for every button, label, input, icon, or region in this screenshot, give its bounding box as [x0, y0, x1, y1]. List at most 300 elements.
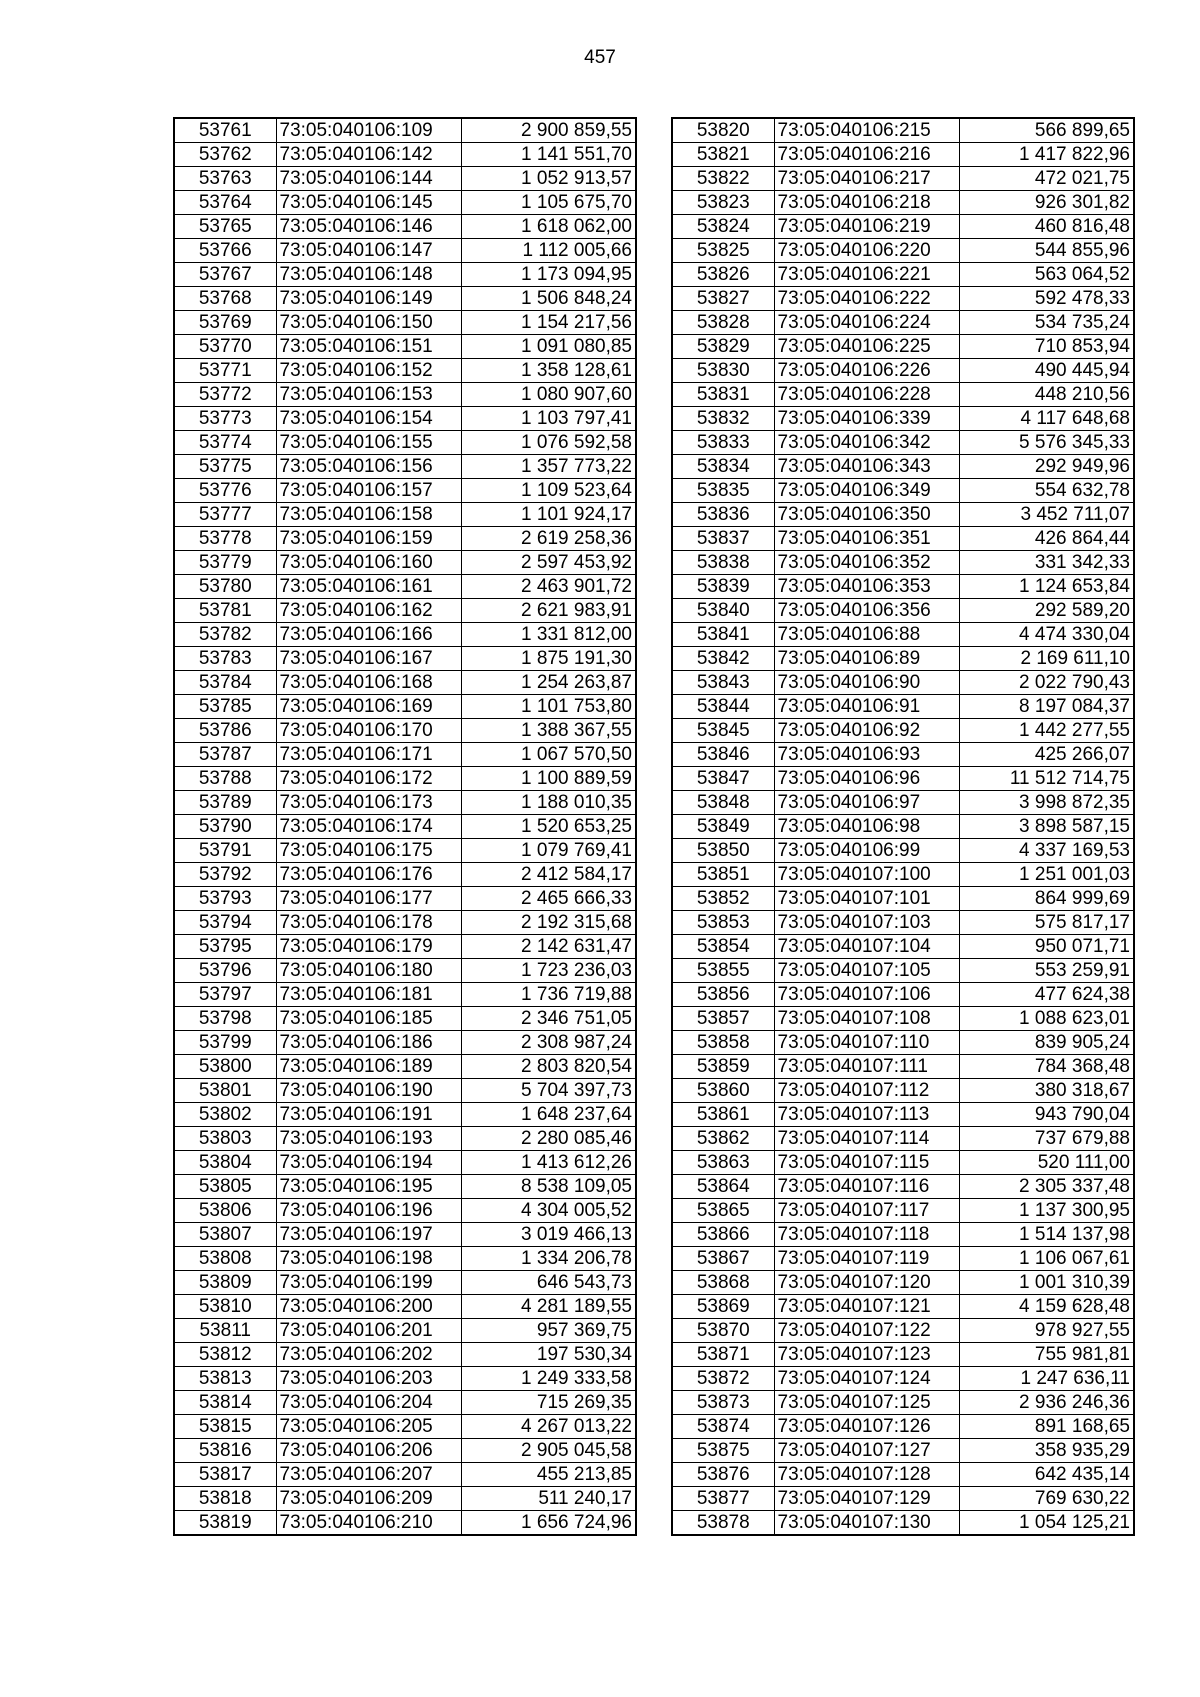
cadastral-value-cell: 448 210,56 [959, 383, 1134, 407]
table-row [174, 815, 636, 839]
record-number-cell: 53872 [672, 1367, 774, 1391]
cadastral-value-cell: 1 254 263,87 [461, 671, 636, 695]
cadastral-value-cell: 1 358 128,61 [461, 359, 636, 383]
cadastral-value-cell: 1 141 551,70 [461, 143, 636, 167]
table-row [672, 1175, 1134, 1199]
cadastral-value-cell: 1 173 094,95 [461, 263, 636, 287]
cadastral-value-cell: 3 898 587,15 [959, 815, 1134, 839]
cadastral-number-cell: 73:05:040106:144 [276, 167, 461, 191]
record-number-cell: 53810 [174, 1295, 276, 1319]
table-row [174, 959, 636, 983]
record-number-cell: 53766 [174, 239, 276, 263]
table-row [672, 1439, 1134, 1463]
table-row [174, 1055, 636, 1079]
table-row [174, 383, 636, 407]
cadastral-value-cell: 1 106 067,61 [959, 1247, 1134, 1271]
cadastral-value-cell: 957 369,75 [461, 1319, 636, 1343]
record-number-cell: 53868 [672, 1271, 774, 1295]
cadastral-number-cell: 73:05:040106:152 [276, 359, 461, 383]
cadastral-number-cell: 73:05:040106:153 [276, 383, 461, 407]
cadastral-value-cell: 1 520 653,25 [461, 815, 636, 839]
cadastral-value-cell: 1 088 623,01 [959, 1007, 1134, 1031]
cadastral-number-cell: 73:05:040107:128 [774, 1463, 959, 1487]
table-row [174, 1199, 636, 1223]
cadastral-number-cell: 73:05:040106:173 [276, 791, 461, 815]
record-number-cell: 53851 [672, 863, 774, 887]
cadastral-number-cell: 73:05:040106:158 [276, 503, 461, 527]
record-number-cell: 53786 [174, 719, 276, 743]
table-row [174, 551, 636, 575]
table-row [174, 599, 636, 623]
cadastral-number-cell: 73:05:040107:112 [774, 1079, 959, 1103]
cadastral-value-cell: 755 981,81 [959, 1343, 1134, 1367]
table-row [174, 647, 636, 671]
cadastral-value-cell: 575 817,17 [959, 911, 1134, 935]
table-row [174, 983, 636, 1007]
record-number-cell: 53783 [174, 647, 276, 671]
cadastral-value-cell: 2 905 045,58 [461, 1439, 636, 1463]
cadastral-number-cell: 73:05:040106:179 [276, 935, 461, 959]
cadastral-value-cell: 477 624,38 [959, 983, 1134, 1007]
record-number-cell: 53859 [672, 1055, 774, 1079]
record-number-cell: 53875 [672, 1439, 774, 1463]
cadastral-value-cell: 2 597 453,92 [461, 551, 636, 575]
cadastral-number-cell: 73:05:040106:186 [276, 1031, 461, 1055]
record-number-cell: 53805 [174, 1175, 276, 1199]
cadastral-value-cell: 4 117 648,68 [959, 407, 1134, 431]
record-number-cell: 53819 [174, 1511, 276, 1536]
table-row [174, 1127, 636, 1151]
cadastral-number-cell: 73:05:040106:89 [774, 647, 959, 671]
cadastral-value-cell: 2 803 820,54 [461, 1055, 636, 1079]
cadastral-number-cell: 73:05:040107:110 [774, 1031, 959, 1055]
cadastral-value-cell: 2 465 666,33 [461, 887, 636, 911]
record-number-cell: 53857 [672, 1007, 774, 1031]
table-row [174, 1271, 636, 1295]
table-row [672, 1199, 1134, 1223]
table-row [672, 479, 1134, 503]
cadastral-number-cell: 73:05:040106:161 [276, 575, 461, 599]
record-number-cell: 53777 [174, 503, 276, 527]
record-number-cell: 53780 [174, 575, 276, 599]
cadastral-number-cell: 73:05:040106:217 [774, 167, 959, 191]
cadastral-value-cell: 4 474 330,04 [959, 623, 1134, 647]
table-row [174, 1079, 636, 1103]
cadastral-number-cell: 73:05:040106:226 [774, 359, 959, 383]
record-number-cell: 53806 [174, 1199, 276, 1223]
cadastral-value-cell: 1 101 924,17 [461, 503, 636, 527]
cadastral-value-cell: 3 019 466,13 [461, 1223, 636, 1247]
cadastral-value-cell: 1 067 570,50 [461, 743, 636, 767]
table-row [672, 935, 1134, 959]
table-row [672, 983, 1134, 1007]
cadastral-number-cell: 73:05:040106:228 [774, 383, 959, 407]
cadastral-number-cell: 73:05:040106:352 [774, 551, 959, 575]
record-number-cell: 53779 [174, 551, 276, 575]
table-row [672, 1103, 1134, 1127]
cadastral-value-cell: 2 346 751,05 [461, 1007, 636, 1031]
record-number-cell: 53850 [672, 839, 774, 863]
cadastral-number-cell: 73:05:040106:157 [276, 479, 461, 503]
record-number-cell: 53828 [672, 311, 774, 335]
record-number-cell: 53769 [174, 311, 276, 335]
cadastral-value-cell: 1 736 719,88 [461, 983, 636, 1007]
record-number-cell: 53814 [174, 1391, 276, 1415]
cadastral-value-cell: 1 334 206,78 [461, 1247, 636, 1271]
cadastral-value-cell: 1 251 001,03 [959, 863, 1134, 887]
table-row [672, 1031, 1134, 1055]
table-row [174, 1175, 636, 1199]
record-number-cell: 53842 [672, 647, 774, 671]
cadastral-number-cell: 73:05:040106:185 [276, 1007, 461, 1031]
table-row [174, 1247, 636, 1271]
table-row [672, 359, 1134, 383]
record-number-cell: 53841 [672, 623, 774, 647]
cadastral-value-cell: 1 723 236,03 [461, 959, 636, 983]
cadastral-number-cell: 73:05:040106:148 [276, 263, 461, 287]
cadastral-value-cell: 1 054 125,21 [959, 1511, 1134, 1536]
table-row [174, 263, 636, 287]
cadastral-value-cell: 2 621 983,91 [461, 599, 636, 623]
table-row [672, 311, 1134, 335]
table-row [672, 1223, 1134, 1247]
table-row [672, 191, 1134, 215]
cadastral-value-cell: 1 103 797,41 [461, 407, 636, 431]
cadastral-number-cell: 73:05:040107:119 [774, 1247, 959, 1271]
cadastral-number-cell: 73:05:040106:204 [276, 1391, 461, 1415]
cadastral-value-cell: 11 512 714,75 [959, 767, 1134, 791]
cadastral-value-cell: 2 280 085,46 [461, 1127, 636, 1151]
record-number-cell: 53776 [174, 479, 276, 503]
cadastral-value-cell: 1 648 237,64 [461, 1103, 636, 1127]
record-number-cell: 53836 [672, 503, 774, 527]
cadastral-number-cell: 73:05:040106:339 [774, 407, 959, 431]
cadastral-value-cell: 292 589,20 [959, 599, 1134, 623]
record-number-cell: 53796 [174, 959, 276, 983]
cadastral-value-cell: 4 281 189,55 [461, 1295, 636, 1319]
cadastral-number-cell: 73:05:040106:190 [276, 1079, 461, 1103]
table-row [174, 671, 636, 695]
table-row [672, 1367, 1134, 1391]
cadastral-number-cell: 73:05:040107:106 [774, 983, 959, 1007]
record-number-cell: 53765 [174, 215, 276, 239]
cadastral-number-cell: 73:05:040107:129 [774, 1487, 959, 1511]
cadastral-value-cell: 455 213,85 [461, 1463, 636, 1487]
record-number-cell: 53845 [672, 719, 774, 743]
cadastral-number-cell: 73:05:040106:193 [276, 1127, 461, 1151]
cadastral-number-cell: 73:05:040106:207 [276, 1463, 461, 1487]
table-row [174, 527, 636, 551]
table-row [174, 575, 636, 599]
cadastral-value-cell: 1 417 822,96 [959, 143, 1134, 167]
cadastral-number-cell: 73:05:040106:168 [276, 671, 461, 695]
cadastral-value-cell: 1 080 907,60 [461, 383, 636, 407]
cadastral-number-cell: 73:05:040106:88 [774, 623, 959, 647]
record-number-cell: 53797 [174, 983, 276, 1007]
cadastral-value-cell: 2 936 246,36 [959, 1391, 1134, 1415]
cadastral-number-cell: 73:05:040106:196 [276, 1199, 461, 1223]
cadastral-number-cell: 73:05:040107:126 [774, 1415, 959, 1439]
record-number-cell: 53795 [174, 935, 276, 959]
cadastral-value-cell: 1 514 137,98 [959, 1223, 1134, 1247]
cadastral-value-cell: 2 463 901,72 [461, 575, 636, 599]
record-number-cell: 53858 [672, 1031, 774, 1055]
record-number-cell: 53818 [174, 1487, 276, 1511]
table-row [672, 215, 1134, 239]
record-number-cell: 53861 [672, 1103, 774, 1127]
cadastral-number-cell: 73:05:040106:181 [276, 983, 461, 1007]
cadastral-value-cell: 950 071,71 [959, 935, 1134, 959]
record-number-cell: 53874 [672, 1415, 774, 1439]
record-number-cell: 53855 [672, 959, 774, 983]
cadastral-number-cell: 73:05:040106:189 [276, 1055, 461, 1079]
cadastral-number-cell: 73:05:040106:172 [276, 767, 461, 791]
cadastral-number-cell: 73:05:040106:224 [774, 311, 959, 335]
cadastral-value-cell: 1 001 310,39 [959, 1271, 1134, 1295]
table-row [174, 215, 636, 239]
record-number-cell: 53849 [672, 815, 774, 839]
cadastral-value-cell: 1 413 612,26 [461, 1151, 636, 1175]
record-number-cell: 53794 [174, 911, 276, 935]
record-number-cell: 53773 [174, 407, 276, 431]
cadastral-value-cell: 1 188 010,35 [461, 791, 636, 815]
cadastral-value-cell: 331 342,33 [959, 551, 1134, 575]
table-row [174, 359, 636, 383]
table-row [672, 1007, 1134, 1031]
table-row [174, 767, 636, 791]
table-row [174, 695, 636, 719]
cadastral-value-cell: 566 899,65 [959, 118, 1134, 143]
table-row [672, 1415, 1134, 1439]
table-row [672, 1079, 1134, 1103]
record-number-cell: 53812 [174, 1343, 276, 1367]
cadastral-value-cell: 563 064,52 [959, 263, 1134, 287]
cadastral-number-cell: 73:05:040106:218 [774, 191, 959, 215]
table-row [672, 1487, 1134, 1511]
table-row [174, 839, 636, 863]
cadastral-number-cell: 73:05:040106:162 [276, 599, 461, 623]
cadastral-value-cell: 8 197 084,37 [959, 695, 1134, 719]
cadastral-value-cell: 1 100 889,59 [461, 767, 636, 791]
table-row [174, 1319, 636, 1343]
table-row [672, 263, 1134, 287]
record-number-cell: 53764 [174, 191, 276, 215]
cadastral-value-cell: 4 159 628,48 [959, 1295, 1134, 1319]
cadastral-number-cell: 73:05:040106:155 [276, 431, 461, 455]
cadastral-value-cell: 511 240,17 [461, 1487, 636, 1511]
table-row [672, 743, 1134, 767]
register-table-left [173, 117, 637, 1536]
table-row [672, 599, 1134, 623]
cadastral-value-cell: 1 109 523,64 [461, 479, 636, 503]
record-number-cell: 53844 [672, 695, 774, 719]
cadastral-value-cell: 1 388 367,55 [461, 719, 636, 743]
cadastral-value-cell: 1 052 913,57 [461, 167, 636, 191]
cadastral-number-cell: 73:05:040107:108 [774, 1007, 959, 1031]
cadastral-number-cell: 73:05:040106:176 [276, 863, 461, 887]
table-row [672, 839, 1134, 863]
cadastral-number-cell: 73:05:040106:170 [276, 719, 461, 743]
cadastral-value-cell: 1 105 675,70 [461, 191, 636, 215]
table-row [672, 407, 1134, 431]
record-number-cell: 53847 [672, 767, 774, 791]
cadastral-value-cell: 2 900 859,55 [461, 118, 636, 143]
record-number-cell: 53843 [672, 671, 774, 695]
record-number-cell: 53837 [672, 527, 774, 551]
cadastral-value-cell: 891 168,65 [959, 1415, 1134, 1439]
cadastral-value-cell: 534 735,24 [959, 311, 1134, 335]
cadastral-value-cell: 197 530,34 [461, 1343, 636, 1367]
record-number-cell: 53840 [672, 599, 774, 623]
record-number-cell: 53813 [174, 1367, 276, 1391]
cadastral-value-cell: 426 864,44 [959, 527, 1134, 551]
cadastral-value-cell: 4 337 169,53 [959, 839, 1134, 863]
table-row [672, 287, 1134, 311]
cadastral-value-cell: 472 021,75 [959, 167, 1134, 191]
record-number-cell: 53790 [174, 815, 276, 839]
cadastral-number-cell: 73:05:040106:221 [774, 263, 959, 287]
cadastral-number-cell: 73:05:040106:199 [276, 1271, 461, 1295]
cadastral-number-cell: 73:05:040106:220 [774, 239, 959, 263]
cadastral-number-cell: 73:05:040107:101 [774, 887, 959, 911]
cadastral-value-cell: 3 452 711,07 [959, 503, 1134, 527]
table-row [672, 1391, 1134, 1415]
table-row [672, 431, 1134, 455]
cadastral-number-cell: 73:05:040106:93 [774, 743, 959, 767]
cadastral-number-cell: 73:05:040107:123 [774, 1343, 959, 1367]
table-row [174, 191, 636, 215]
page-number: 457 [584, 47, 616, 68]
table-row [174, 503, 636, 527]
cadastral-number-cell: 73:05:040106:349 [774, 479, 959, 503]
table-row [672, 1511, 1134, 1536]
record-number-cell: 53852 [672, 887, 774, 911]
table-row [174, 287, 636, 311]
record-number-cell: 53791 [174, 839, 276, 863]
table-row [174, 167, 636, 191]
cadastral-value-cell: 5 704 397,73 [461, 1079, 636, 1103]
cadastral-value-cell: 2 169 611,10 [959, 647, 1134, 671]
cadastral-value-cell: 358 935,29 [959, 1439, 1134, 1463]
record-number-cell: 53770 [174, 335, 276, 359]
cadastral-number-cell: 73:05:040106:201 [276, 1319, 461, 1343]
cadastral-value-cell: 1 618 062,00 [461, 215, 636, 239]
table-row [672, 239, 1134, 263]
table-row [174, 407, 636, 431]
table-row [174, 335, 636, 359]
table-row [672, 118, 1134, 143]
table-row [174, 479, 636, 503]
record-number-cell: 53848 [672, 791, 774, 815]
cadastral-value-cell: 943 790,04 [959, 1103, 1134, 1127]
cadastral-value-cell: 2 619 258,36 [461, 527, 636, 551]
table-row [672, 791, 1134, 815]
cadastral-number-cell: 73:05:040106:174 [276, 815, 461, 839]
cadastral-value-cell: 1 124 653,84 [959, 575, 1134, 599]
table-row [174, 1415, 636, 1439]
record-number-cell: 53873 [672, 1391, 774, 1415]
table-row [174, 143, 636, 167]
cadastral-number-cell: 73:05:040106:215 [774, 118, 959, 143]
cadastral-value-cell: 4 267 013,22 [461, 1415, 636, 1439]
table-row [672, 1319, 1134, 1343]
table-row [672, 143, 1134, 167]
table-row [672, 1271, 1134, 1295]
table-row [174, 1391, 636, 1415]
cadastral-value-cell: 2 412 584,17 [461, 863, 636, 887]
record-number-cell: 53799 [174, 1031, 276, 1055]
table-row [174, 311, 636, 335]
cadastral-value-cell: 1 101 753,80 [461, 695, 636, 719]
record-number-cell: 53833 [672, 431, 774, 455]
cadastral-number-cell: 73:05:040106:96 [774, 767, 959, 791]
record-number-cell: 53878 [672, 1511, 774, 1536]
cadastral-number-cell: 73:05:040106:109 [276, 118, 461, 143]
cadastral-number-cell: 73:05:040107:104 [774, 935, 959, 959]
cadastral-number-cell: 73:05:040106:167 [276, 647, 461, 671]
cadastral-number-cell: 73:05:040106:90 [774, 671, 959, 695]
cadastral-value-cell: 380 318,67 [959, 1079, 1134, 1103]
cadastral-number-cell: 73:05:040106:166 [276, 623, 461, 647]
record-number-cell: 53792 [174, 863, 276, 887]
cadastral-number-cell: 73:05:040107:127 [774, 1439, 959, 1463]
cadastral-value-cell: 864 999,69 [959, 887, 1134, 911]
cadastral-value-cell: 646 543,73 [461, 1271, 636, 1295]
record-number-cell: 53789 [174, 791, 276, 815]
table-row [174, 1151, 636, 1175]
record-number-cell: 53768 [174, 287, 276, 311]
table-row [174, 1295, 636, 1319]
record-number-cell: 53761 [174, 118, 276, 143]
cadastral-number-cell: 73:05:040106:203 [276, 1367, 461, 1391]
record-number-cell: 53856 [672, 983, 774, 1007]
cadastral-number-cell: 73:05:040106:222 [774, 287, 959, 311]
register-table-right [671, 117, 1135, 1536]
cadastral-number-cell: 73:05:040107:120 [774, 1271, 959, 1295]
cadastral-value-cell: 1 249 333,58 [461, 1367, 636, 1391]
record-number-cell: 53863 [672, 1151, 774, 1175]
record-number-cell: 53822 [672, 167, 774, 191]
cadastral-number-cell: 73:05:040106:146 [276, 215, 461, 239]
cadastral-number-cell: 73:05:040106:210 [276, 1511, 461, 1536]
record-number-cell: 53785 [174, 695, 276, 719]
record-number-cell: 53846 [672, 743, 774, 767]
record-number-cell: 53774 [174, 431, 276, 455]
cadastral-value-cell: 8 538 109,05 [461, 1175, 636, 1199]
cadastral-number-cell: 73:05:040107:124 [774, 1367, 959, 1391]
cadastral-number-cell: 73:05:040106:178 [276, 911, 461, 935]
cadastral-number-cell: 73:05:040106:154 [276, 407, 461, 431]
record-number-cell: 53876 [672, 1463, 774, 1487]
table-row [672, 1247, 1134, 1271]
record-number-cell: 53775 [174, 455, 276, 479]
table-row [672, 959, 1134, 983]
table-row [672, 551, 1134, 575]
cadastral-value-cell: 784 368,48 [959, 1055, 1134, 1079]
cadastral-value-cell: 460 816,48 [959, 215, 1134, 239]
table-row [672, 1463, 1134, 1487]
table-row [174, 743, 636, 767]
cadastral-value-cell: 715 269,35 [461, 1391, 636, 1415]
cadastral-number-cell: 73:05:040106:219 [774, 215, 959, 239]
cadastral-value-cell: 554 632,78 [959, 479, 1134, 503]
cadastral-number-cell: 73:05:040107:115 [774, 1151, 959, 1175]
table-row [672, 695, 1134, 719]
cadastral-value-cell: 2 192 315,68 [461, 911, 636, 935]
table-row [174, 1223, 636, 1247]
cadastral-number-cell: 73:05:040107:121 [774, 1295, 959, 1319]
record-number-cell: 53762 [174, 143, 276, 167]
